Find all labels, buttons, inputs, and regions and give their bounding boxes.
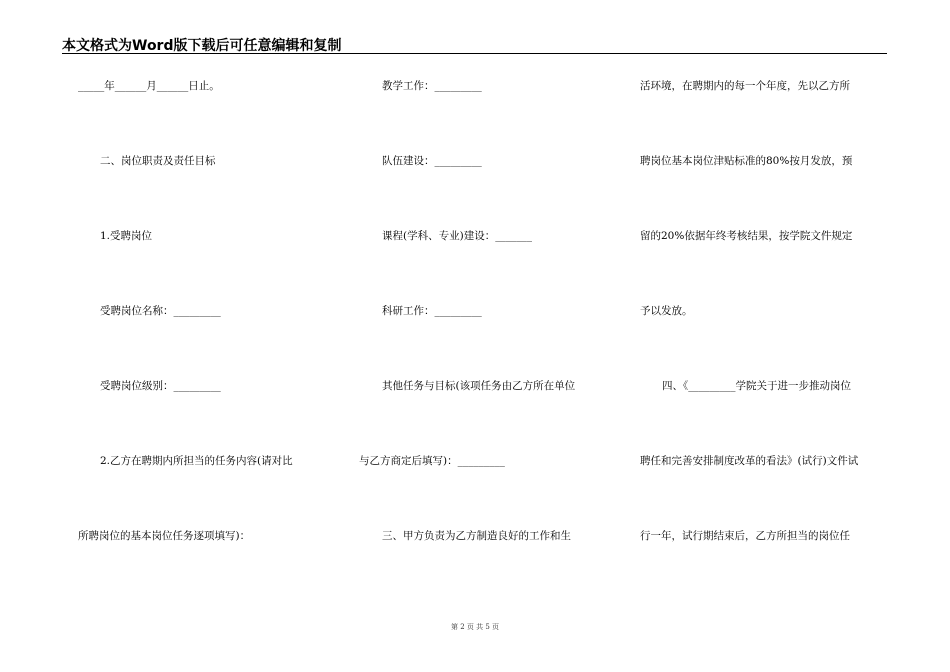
document-header: 本文格式为Word版下载后可任意编辑和复制 (62, 38, 342, 54)
right-line-7: 行一年，试行期结束后，乙方所担当的岗位任 (640, 530, 850, 542)
middle-line-7: 三、甲方负责为乙方制造良好的工作和生 (382, 530, 571, 542)
left-line-6: 2.乙方在聘期内所担当的任务内容(请对比 (100, 455, 293, 467)
page-number: 第 2 页 共 5 页 (450, 623, 500, 631)
middle-line-2: 队伍建设：_________ (382, 155, 482, 167)
right-line-3: 留的20%依据年终考核结果，按学院文件规定 (640, 230, 853, 242)
right-line-1: 活环境，在聘期内的每一个年度，先以乙方所 (640, 80, 850, 92)
middle-line-6: 与乙方商定后填写)：_________ (359, 455, 505, 467)
left-line-7: 所聘岗位的基本岗位任务逐项填写)： (78, 530, 251, 542)
right-line-2: 聘岗位基本岗位津贴标准的80%按月发放，预 (640, 155, 853, 167)
left-line-3: 1.受聘岗位 (100, 230, 153, 242)
left-line-5: 受聘岗位级别：_________ (100, 380, 221, 392)
left-line-1: _____年______月______日止。 (78, 80, 220, 92)
header-rule (62, 53, 887, 54)
middle-line-5: 其他任务与目标(该项任务由乙方所在单位 (382, 380, 576, 392)
right-line-5: 四、《_________学院关于进一步推动岗位 (662, 380, 851, 392)
left-line-2: 二、岗位职责及责任目标 (100, 155, 216, 167)
right-line-6: 聘任和完善安排制度改革的看法》(试行)文件试 (640, 455, 859, 467)
left-line-4: 受聘岗位名称：_________ (100, 305, 221, 317)
middle-line-4: 科研工作：_________ (382, 305, 482, 317)
middle-line-3: 课程(学科、专业)建设：_______ (382, 230, 532, 242)
right-line-4: 予以发放。 (640, 305, 693, 317)
middle-line-1: 教学工作：_________ (382, 80, 482, 92)
